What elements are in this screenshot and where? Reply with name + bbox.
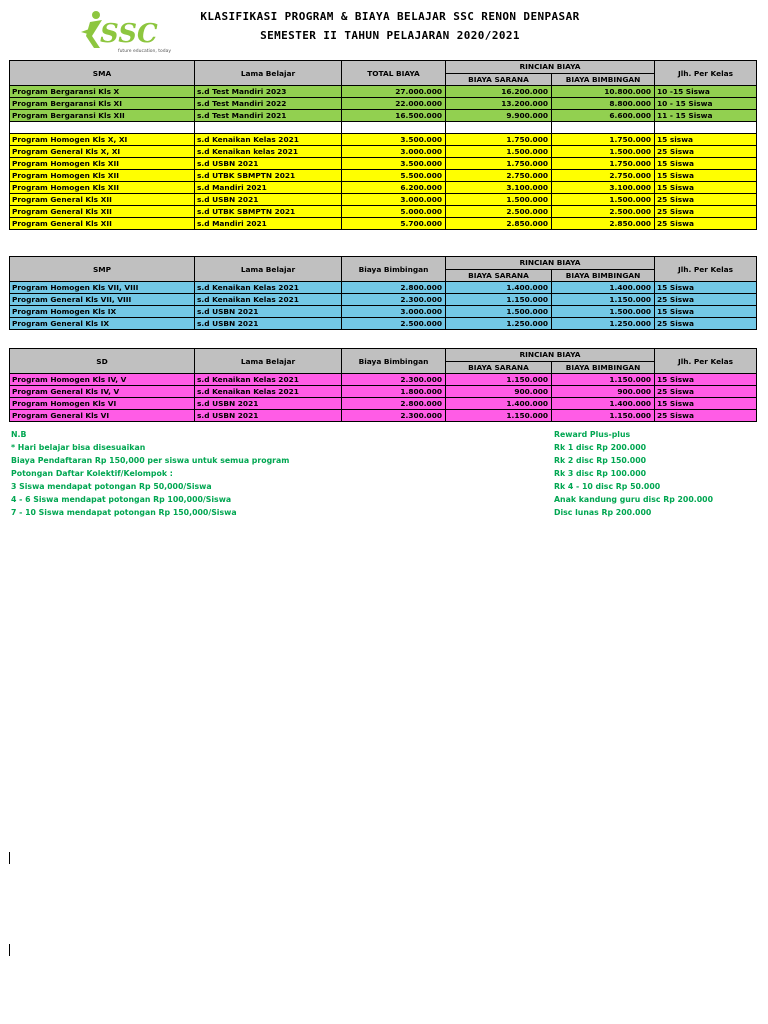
table-row [10,398,757,410]
table-cell: 6.600.000 [552,110,655,122]
sd-col-per-kelas: Jlh. Per Kelas [655,349,757,374]
table-cell: 2.850.000 [552,218,655,230]
table-cell: Program Homogen Kls IX [10,306,195,318]
table-cell: s.d Test Mandiri 2023 [195,86,342,98]
sma-col-bimbingan: BIAYA BIMBINGAN [552,73,655,86]
note-line: 7 - 10 Siswa mendapat potongan Rp 150,000/Siswa [11,508,237,517]
table-row [10,86,757,98]
table-cell: s.d Test Mandiri 2021 [195,110,342,122]
table-cell: 1.500.000 [552,194,655,206]
table-cell: Program Homogen Kls XII [10,158,195,170]
table-cell: 10.800.000 [552,86,655,98]
table-cell: 2.800.000 [342,282,446,294]
table-cell: 25 Siswa [655,318,757,330]
table-cell: 2.500.000 [552,206,655,218]
page-title: KLASIFIKASI PROGRAM & BIAYA BELAJAR SSC RENON DENPASAR [200,10,580,23]
table-cell: 2.500.000 [342,318,446,330]
table-cell: 3.100.000 [446,182,552,194]
table-cell: s.d UTBK SBMPTN 2021 [195,206,342,218]
note-line: Rk 3 disc Rp 100.000 [554,469,647,478]
table-cell: 1.500.000 [446,306,552,318]
table-cell: 10 - 15 Siswa [655,98,757,110]
table-cell: s.d USBN 2021 [195,398,342,410]
table-cell: s.d USBN 2021 [195,318,342,330]
table-cell: 1.150.000 [446,410,552,422]
table-cell: 3.000.000 [342,146,446,158]
table-cell: 25 Siswa [655,218,757,230]
sma-col-rincian: RINCIAN BIAYA [446,61,655,74]
table-cell: 25 Siswa [655,146,757,158]
table-cell: 2.500.000 [446,206,552,218]
table-row [10,146,757,158]
table-cell: 5.500.000 [342,170,446,182]
table-cell: 25 Siswa [655,194,757,206]
table-cell: 15 Siswa [655,374,757,386]
table-cell: s.d Test Mandiri 2022 [195,98,342,110]
table-row [10,218,757,230]
table-cell: 1.500.000 [552,306,655,318]
smp-col-total: Biaya Bimbingan [342,257,446,282]
table-cell: Program Bergaransi Kls X [10,86,195,98]
table-row [10,306,757,318]
table-cell: 1.400.000 [446,398,552,410]
table-cell: 2.300.000 [342,410,446,422]
table-cell: 11 - 15 Siswa [655,110,757,122]
smp-col-per-kelas: Jlh. Per Kelas [655,257,757,282]
table-cell: 2.750.000 [552,170,655,182]
table-cell: 3.000.000 [342,306,446,318]
table-cell: Program General Kls IV, V [10,386,195,398]
sma-col-sarana: BIAYA SARANA [446,73,552,86]
sd-col-duration: Lama Belajar [195,349,342,374]
table-cell: Program General Kls X, XI [10,146,195,158]
table-cell: 25 Siswa [655,386,757,398]
logo-tagline: future education, today [118,49,171,54]
table-cell: s.d USBN 2021 [195,158,342,170]
table-cell: 6.200.000 [342,182,446,194]
note-line: 3 Siswa mendapat potongan Rp 50,000/Siswa [11,482,212,491]
notes-left [11,428,289,519]
table-cell: 1.400.000 [552,282,655,294]
note-line: Rk 1 disc Rp 200.000 [554,443,647,452]
sd-col-rincian: RINCIAN BIAYA [446,349,655,362]
table-cell: 900.000 [446,386,552,398]
spacer-row [10,122,757,134]
sma-col-per-kelas: Jlh. Per Kelas [655,61,757,86]
table-cell: 15 Siswa [655,170,757,182]
table-cell: Program Bergaransi Kls XII [10,110,195,122]
table-cell: 27.000.000 [342,86,446,98]
table-cell: s.d USBN 2021 [195,194,342,206]
table-cell: 1.750.000 [446,158,552,170]
table-cell: Program General Kls XII [10,194,195,206]
table-cell: 25 Siswa [655,294,757,306]
table-cell: 1.400.000 [552,398,655,410]
table-cell: s.d USBN 2021 [195,410,342,422]
table-cell: 1.750.000 [552,134,655,146]
table-row [10,194,757,206]
table-cell: 1.250.000 [552,318,655,330]
note-line: Anak kandung guru disc Rp 200.000 [554,495,714,504]
table-cell: 2.800.000 [342,398,446,410]
smp-col-duration: Lama Belajar [195,257,342,282]
sd-col-level: SD [10,349,195,374]
table-cell: s.d Mandiri 2021 [195,218,342,230]
table-cell: Program General Kls IX [10,318,195,330]
table-cell: Program General Kls VI [10,410,195,422]
note-line: Rk 4 - 10 disc Rp 50.000 [554,482,661,491]
page-subtitle: SEMESTER II TAHUN PELAJARAN 2020/2021 [260,29,520,42]
table-cell: 3.500.000 [342,158,446,170]
table-cell: 22.000.000 [342,98,446,110]
table-cell: s.d Kenaikan Kelas 2021 [195,134,342,146]
table-row [10,374,757,386]
sma-table [9,60,757,230]
note-line: Rk 2 disc Rp 150.000 [554,456,647,465]
table-cell: s.d Kenaikan Kelas 2021 [195,282,342,294]
note-line: 4 - 6 Siswa mendapat potongan Rp 100,000/Siswa [11,495,232,504]
table-cell: Program General Kls VII, VIII [10,294,195,306]
table-row [10,386,757,398]
table-cell: 1.750.000 [446,134,552,146]
table-cell: 15 Siswa [655,398,757,410]
table-cell: s.d Kenaikan kelas 2021 [195,146,342,158]
table-cell: 1.750.000 [552,158,655,170]
note-line: N.B [11,430,27,439]
table-row [10,182,757,194]
table-row [10,98,757,110]
sd-table [9,348,757,422]
table-cell: Program Homogen Kls IV, V [10,374,195,386]
table-cell: 2.300.000 [342,374,446,386]
table-row [10,158,757,170]
table-cell: Program Homogen Kls VI [10,398,195,410]
sd-col-sarana: BIAYA SARANA [446,361,552,374]
table-cell: 9.900.000 [446,110,552,122]
sma-col-total: TOTAL BIAYA [342,61,446,86]
table-cell: 900.000 [552,386,655,398]
table-cell: 8.800.000 [552,98,655,110]
smp-col-rincian: RINCIAN BIAYA [446,257,655,270]
table-row [10,110,757,122]
table-cell: s.d Kenaikan Kelas 2021 [195,294,342,306]
table-row [10,170,757,182]
smp-table [9,256,757,330]
table-cell: 1.250.000 [446,318,552,330]
sma-col-level: SMA [10,61,195,86]
table-cell: 10 -15 Siswa [655,86,757,98]
table-cell: 15 siswa [655,134,757,146]
note-line: * Hari belajar bisa disesuaikan [11,443,146,452]
table-cell: 15 Siswa [655,182,757,194]
table-cell: Program Homogen Kls XII [10,170,195,182]
table-cell: 5.000.000 [342,206,446,218]
table-cell: Program Homogen Kls XII [10,182,195,194]
table-row [10,206,757,218]
smp-col-sarana: BIAYA SARANA [446,269,552,282]
table-cell: Program Homogen Kls VII, VIII [10,282,195,294]
note-line: Reward Plus-plus [554,430,631,439]
text-cursor [9,852,10,864]
table-cell: 25 Siswa [655,410,757,422]
table-cell: 1.150.000 [552,410,655,422]
notes-right [554,428,713,519]
table-cell: 15 Siswa [655,306,757,318]
table-cell: s.d Kenaikan Kelas 2021 [195,374,342,386]
table-cell: 3.100.000 [552,182,655,194]
table-cell: 5.700.000 [342,218,446,230]
table-cell: 1.150.000 [446,374,552,386]
sd-col-bimbingan: BIAYA BIMBINGAN [552,361,655,374]
table-cell: Program General Kls XII [10,206,195,218]
table-cell: 1.800.000 [342,386,446,398]
table-cell: 2.750.000 [446,170,552,182]
text-cursor [9,944,10,956]
note-line: Biaya Pendaftaran Rp 150,000 per siswa untuk semua program [11,456,290,465]
sd-col-total: Biaya Bimbingan [342,349,446,374]
table-cell: 15 Siswa [655,158,757,170]
table-cell: 25 Siswa [655,206,757,218]
smp-col-bimbingan: BIAYA BIMBINGAN [552,269,655,282]
table-cell: s.d Mandiri 2021 [195,182,342,194]
table-cell: 3.000.000 [342,194,446,206]
table-cell: s.d Kenaikan Kelas 2021 [195,386,342,398]
table-row [10,318,757,330]
note-line: Disc lunas Rp 200.000 [554,508,652,517]
note-line: Potongan Daftar Kolektif/Kelompok : [11,469,173,478]
table-cell: 16.200.000 [446,86,552,98]
table-cell: 16.500.000 [342,110,446,122]
table-row [10,282,757,294]
ssc-logo [78,8,178,54]
logo-text: SSC [100,19,158,49]
table-row [10,134,757,146]
table-cell: 13.200.000 [446,98,552,110]
table-cell: Program Bergaransi Kls XI [10,98,195,110]
table-cell: s.d USBN 2021 [195,306,342,318]
table-cell: 1.500.000 [552,146,655,158]
table-cell: s.d UTBK SBMPTN 2021 [195,170,342,182]
smp-col-level: SMP [10,257,195,282]
table-cell: 2.300.000 [342,294,446,306]
table-cell: 1.500.000 [446,146,552,158]
table-cell: 1.500.000 [446,194,552,206]
table-cell: Program General Kls XII [10,218,195,230]
sma-col-duration: Lama Belajar [195,61,342,86]
table-cell: 1.150.000 [446,294,552,306]
table-cell: 1.150.000 [552,294,655,306]
table-row [10,294,757,306]
table-cell: 3.500.000 [342,134,446,146]
table-row [10,410,757,422]
table-cell: 15 Siswa [655,282,757,294]
table-cell: 1.150.000 [552,374,655,386]
table-cell: Program Homogen Kls X, XI [10,134,195,146]
table-cell: 2.850.000 [446,218,552,230]
table-cell: 1.400.000 [446,282,552,294]
